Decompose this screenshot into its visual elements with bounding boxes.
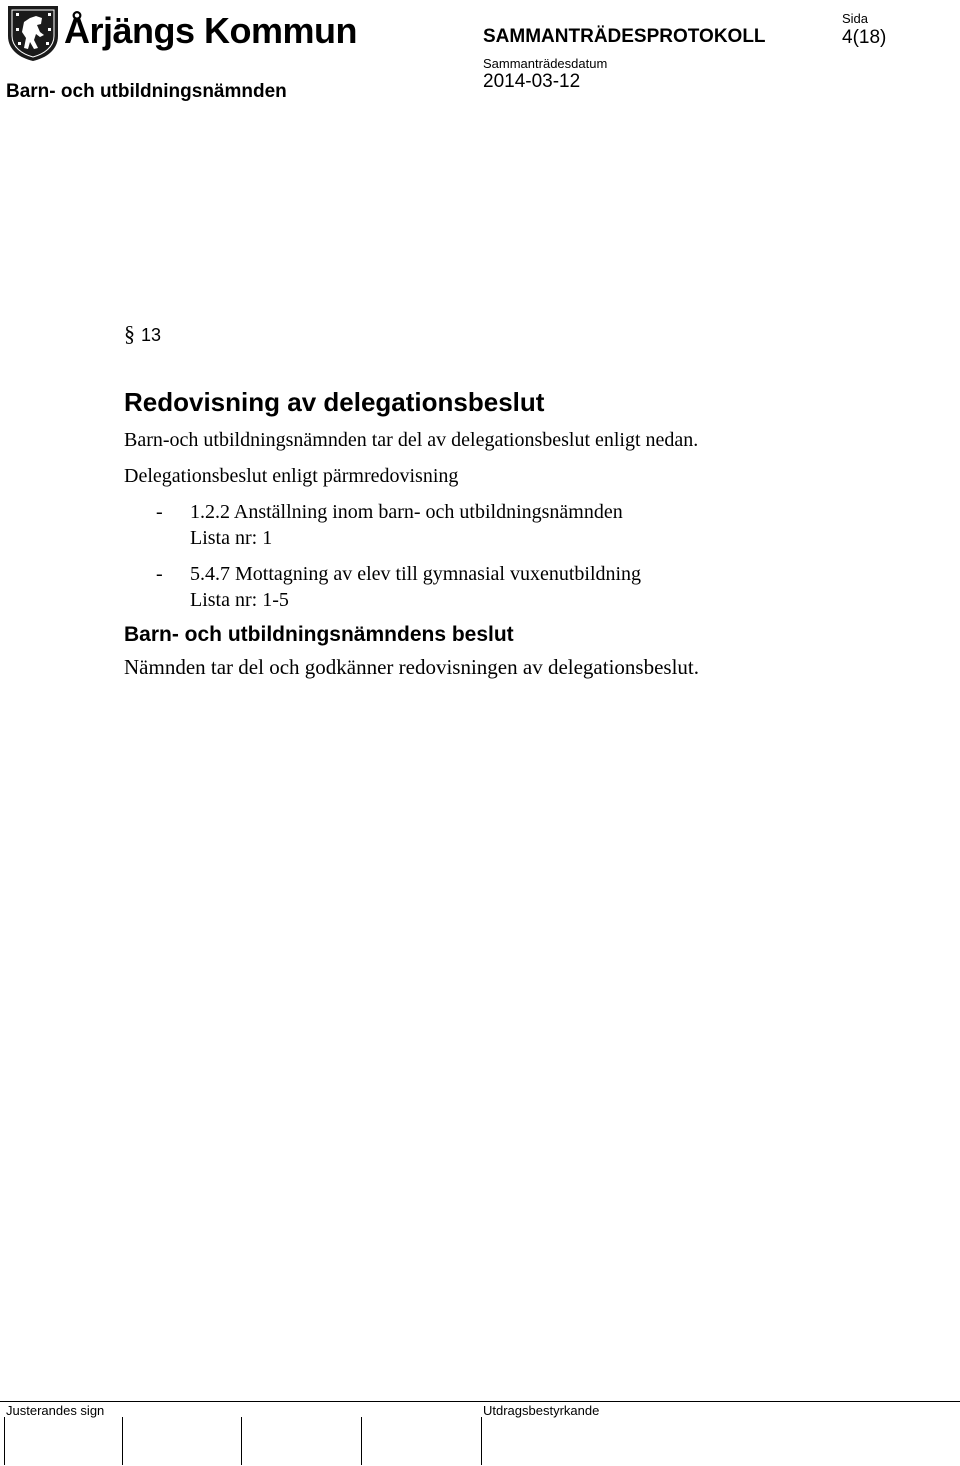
decision-text: Nämnden tar del och godkänner redovisningen av delegationsbeslut. xyxy=(124,655,699,679)
page-number: 4(18) xyxy=(842,27,887,48)
meeting-date: 2014-03-12 xyxy=(483,71,581,92)
signature-divider xyxy=(241,1417,242,1465)
paragraph-symbol: § xyxy=(124,321,135,346)
signature-label: Justerandes sign xyxy=(6,1403,105,1418)
list-dash: - xyxy=(156,501,163,523)
list-item-text: 1.2.2 Anställning inom barn- och utbildningsnämnden xyxy=(190,501,623,523)
decision-heading: Barn- och utbildningsnämndens beslut xyxy=(124,623,514,646)
section-title: Redovisning av delegationsbeslut xyxy=(124,387,545,417)
certification-label: Utdragsbestyrkande xyxy=(483,1403,600,1418)
committee-name: Barn- och utbildningsnämnden xyxy=(6,81,287,102)
signature-divider xyxy=(122,1417,123,1465)
signature-divider xyxy=(361,1417,362,1465)
logo-text: Årjängs Kommun xyxy=(64,10,358,51)
paragraph-number-value: 13 xyxy=(141,325,162,345)
list-dash: - xyxy=(156,563,163,585)
signature-divider xyxy=(4,1417,5,1465)
coat-of-arms-icon xyxy=(6,4,62,62)
document-type: SAMMANTRÄDESPROTOKOLL xyxy=(483,26,766,47)
list-item-sub: Lista nr: 1 xyxy=(190,527,273,549)
meeting-date-label: Sammanträdesdatum xyxy=(483,56,608,71)
signature-divider xyxy=(481,1417,482,1465)
intro-text: Barn-och utbildningsnämnden tar del av delegationsbeslut enligt nedan. xyxy=(124,429,699,451)
page-label: Sida xyxy=(842,11,869,26)
list-item-sub: Lista nr: 1-5 xyxy=(190,589,289,611)
list-item-text: 5.4.7 Mottagning av elev till gymnasial vuxenutbildning xyxy=(190,563,642,585)
paragraph-number xyxy=(124,321,161,347)
sub-heading: Delegationsbeslut enligt pärmredovisning xyxy=(124,465,459,487)
footer-divider xyxy=(0,1401,960,1402)
